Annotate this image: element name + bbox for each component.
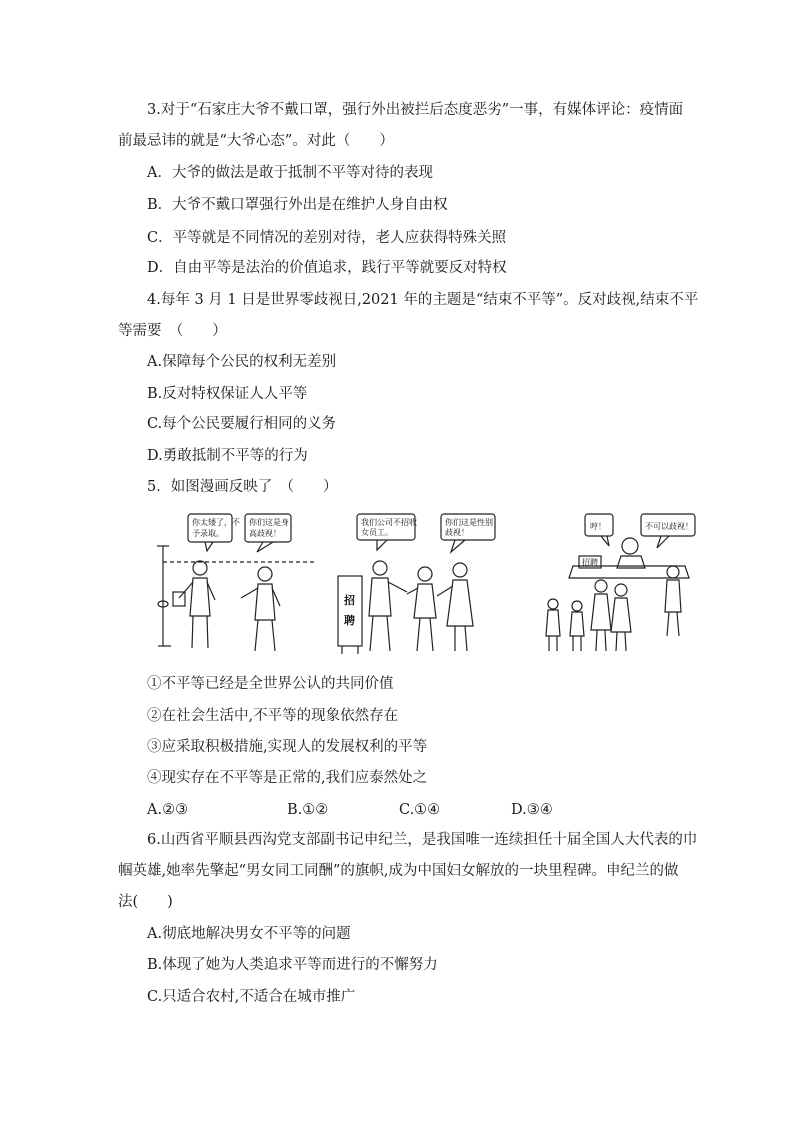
panel2-bubble-left-text-2: 女员工。 — [361, 528, 393, 537]
q3-option-c: C．平等就是不同情况的差别对待，老人应获得特殊关照 — [147, 230, 507, 246]
q5-option-d: D.③④ — [511, 802, 553, 818]
panel3-bubble-right-text: 不可以歧视！ — [645, 522, 693, 531]
panel2-bubble-left-text-1: 我们公司不招收 — [361, 518, 417, 527]
q6-stem-line1: 6.山西省平顺县西沟党支部副书记申纪兰，是我国唯一连续担任十届全国人大代表的巾 — [147, 832, 698, 848]
q4-stem-line2: 等需要 （ ） — [118, 323, 227, 339]
panel3-bubble-left-text: 哼！ — [590, 522, 606, 531]
q5-option-a: A.②③ — [147, 802, 189, 818]
q6-stem-line3: 法( ) — [118, 894, 173, 910]
cartoon-figure — [155, 506, 700, 656]
q3-option-d: D．自由平等是法治的价值追求，践行平等就要反对特权 — [147, 260, 507, 276]
q5-statement-1: ①不平等已经是全世界公认的共同价值 — [147, 676, 394, 692]
q6-stem-line2: 帼英雄,她率先擎起“男女同工同酬”的旗帜,成为中国妇女解放的一块里程碑。申纪兰的做 — [118, 863, 679, 879]
panel1-bubble-right-text-2: 高歧视！ — [249, 529, 281, 538]
panel2-bubble-right-text-1: 你们这是性别 — [445, 518, 493, 527]
q5-statement-4: ④现实存在不平等是正常的,我们应泰然处之 — [147, 770, 428, 786]
q3-option-a: A．大爷的做法是敢于抵制不平等对待的表现 — [147, 165, 433, 181]
q5-option-b: B.①② — [287, 802, 329, 818]
q4-option-d: D.勇敢抵制不平等的行为 — [147, 448, 308, 464]
q3-stem-line2: 前最忌讳的就是“大爷心态”。对此（ ） — [118, 133, 394, 149]
q4-option-c: C.每个公民要履行相同的义务 — [147, 416, 337, 432]
panel1-bubble-left-text-2: 予录取。 — [192, 529, 224, 538]
panel2-sign-text-2: 聘 — [344, 614, 355, 627]
q5-option-c: C.①④ — [399, 802, 441, 818]
cartoon-illustration — [155, 506, 700, 656]
q5-statement-3: ③应采取积极措施,实现人的发展权利的平等 — [147, 739, 428, 755]
q3-stem-line1: 3.对于“石家庄大爷不戴口罩，强行外出被拦后态度恶劣”一事，有媒体评论：疫情面 — [147, 102, 684, 118]
q4-stem-line1: 4.每年 3 月 1 日是世界零歧视日,2021 年的主题是“结束不平等”。反对歧视,结束不平 — [147, 292, 699, 308]
q3-option-b: B．大爷不戴口罩强行外出是在维护人身自由权 — [147, 197, 448, 213]
q5-statement-2: ②在社会生活中,不平等的现象依然存在 — [147, 708, 399, 724]
panel1-bubble-right-text-1: 你们这是身 — [249, 518, 289, 527]
q6-option-a: A.彻底地解决男女不平等的问题 — [147, 926, 351, 942]
q5-stem: 5．如图漫画反映了 （ ） — [147, 479, 338, 495]
panel1-bubble-left-text-1: 你太矮了，不 — [192, 518, 240, 527]
panel3-sign-text: 招聘 — [582, 558, 598, 567]
panel2-sign-text-1: 招 — [344, 594, 355, 607]
q6-option-b: B.体现了她为人类追求平等而进行的不懈努力 — [147, 957, 438, 973]
q6-option-c: C.只适合农村,不适合在城市推广 — [147, 989, 356, 1005]
panel2-bubble-right-text-2: 歧视！ — [445, 528, 469, 537]
q4-option-a: A.保障每个公民的权利无差别 — [147, 354, 337, 370]
q4-option-b: B.反对特权保证人人平等 — [147, 386, 308, 402]
